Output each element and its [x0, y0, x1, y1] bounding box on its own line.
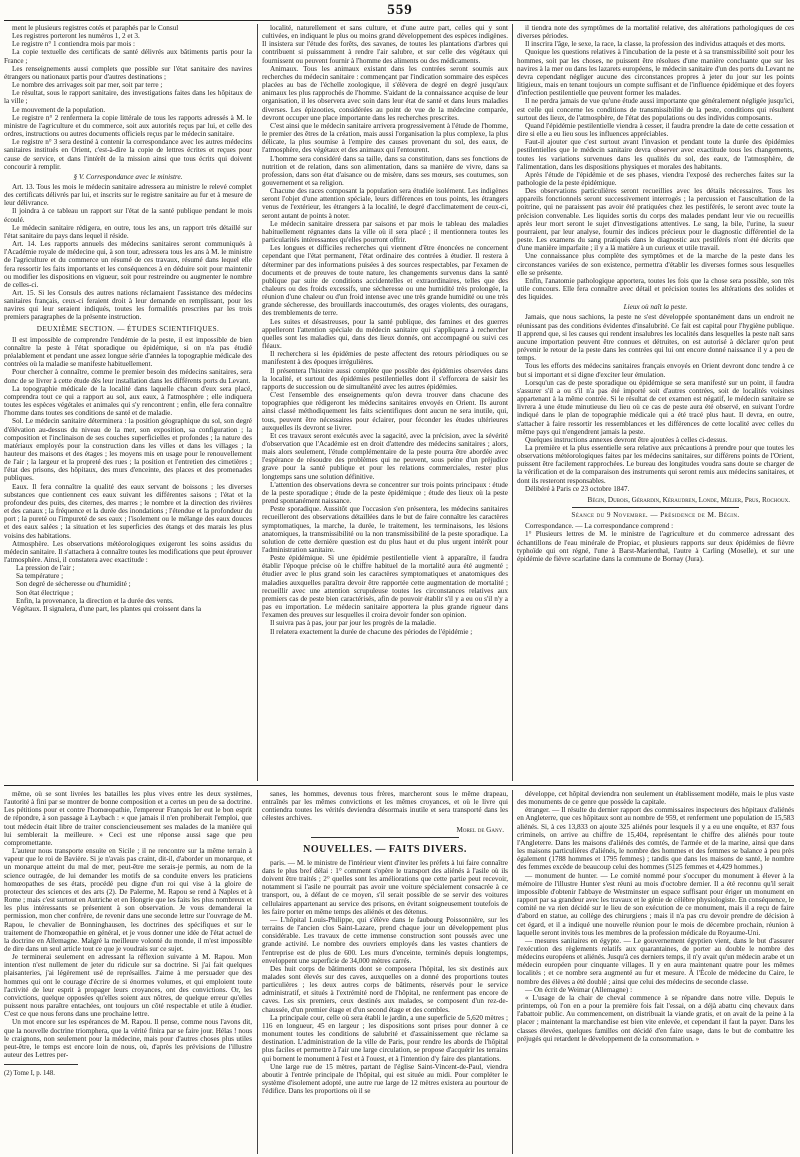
- paragraph: Quelques instructions annexes devront être ajoutées à celles ci-dessus.: [525, 435, 728, 444]
- paragraph: Eaux. Il fera connaître la qualité des eaux servant de boissons ; les diverses substances que contiennent ces eaux suivant les différentes saisons ; l'état et la profondeur des puits, des citernes, des marres ; le nombre et la direction des rivières et des canaux ; la fréquence et la durée des inondations ; l'étendue et la profondeur du port ; la pureté ou l'impureté de ses eaux ; l'isolement ou le mélange des eaux douces et des eaux salées ; la situation et les superficies des étangs et des marais les plus voisins des habitations.: [4, 482, 252, 540]
- column-3: [517, 24, 794, 781]
- horizontal-divider: [4, 785, 794, 786]
- paragraph: étranger. — Il résulte du dernier rapport des commissaires inspecteurs des hôpitaux d'aliénés en Angleterre, que ces hôpitaux sont au nombre de 959, et renferment une population de 15,583 aliénés. Si, à ces 13,833 on ajoute 325 aliénés pour lesquels il y a eu une enquête, et 837 fous criminels, on arrive au chiffre de 15,404, représentant le chiffre des aliénés pour toute l'Angleterre. Dans les maisons d'aliénés des comtés, de l'armée et de la marine, ainsi que dans les maisons particulières d'aliénés, le nombre des hommes et des femmes se balance à peu près également (1788 hommes et 1795 femmes) ; tandis que dans les maisons de santé, le nombre des femmes excède de beaucoup celui des hommes (5125 femmes et 4,429 hommes.): [517, 806, 794, 872]
- column-4: [4, 790, 252, 1154]
- paragraph: Le résultat, sous le rapport sanitaire, des investigations faites dans les hôpitaux de la ville ;: [4, 89, 252, 106]
- paragraph: Le mouvement de la population.: [12, 105, 106, 114]
- paragraph: Correspondance. — La correspondance comprend :: [525, 522, 674, 531]
- paragraph: Le registre n° 1 contiendra mois par mois :: [12, 40, 136, 49]
- paragraph: Le registre n° 2 renfermera la copie littérale de tous les rapports adressés à M. le ministre de l'agriculture et du commerce, soit aux autorités reçus par lui, et celle des ordres, instructions ou autres documents officiels reçus par le médecin sanitaire.: [4, 113, 252, 139]
- paragraph: Tous les efforts des médecins sanitaires français envoyés en Orient devront donc tendre à ce but si important et si digne d'exciter leur émulation.: [517, 362, 794, 379]
- list-item: Enfin, la provenance, la direction et la durée des vents.: [16, 596, 174, 605]
- paragraph: Les renseignements aussi complets que possible sur l'état sanitaire des navires étrangers ou nationaux partis pour d'autres destinations ;: [4, 64, 252, 81]
- paragraph: Il joindra à ce tableau un rapport sur l'état de la santé publique pendant le mois écoulé.: [4, 207, 252, 224]
- paragraph: Art. 13. Tous les mois le médecin sanitaire adressera au ministre le relevé complet des certificats délivrés par lui, et inscrits sur le registre sanitaire au fur et à mesure de leur délivrance.: [4, 182, 252, 208]
- paragraph: L'attention des observations devra se concentrer sur trois points principaux : étude de la peste sporadique ; étude de la peste épidémique ; étude des lieux où la peste prend spontanément naissance.: [262, 480, 508, 506]
- paragraph: Art. 14. Les rapports annuels des médecins sanitaires seront communiqués à l'Académie royale de médecine qui, à son tour, adressera tous les ans à M. le ministre de l'agriculture et du commerce un résumé de ces travaux, résumé dans lequel elle fera ressortir les faits importants et les conséquences à en déduire soit pour maintenir ou modifier les dispositions en vigueur, soit pour restreindre ou augmenter le nombre de celles-ci.: [4, 240, 252, 289]
- paragraph: « L'usage de la chair de cheval commence à se répandre dans notre ville. Depuis le printemps, où l'on en a pour la première fois fait l'essai, on a déjà abattu cinq chevaux dans l'abattoir public. Au commencement, on distribuait la viande gratis, et on avait de la peine à la placer ; maintenant la marchandise est bien vite enlevée, et cependant il faut la payer. Dans les classes élevées, quelques familles ont décidé d'en faire usage, dans le but de combattre les préjugés qui retardent le développement de la consommation. »: [517, 993, 794, 1043]
- column-divider: [257, 790, 258, 1154]
- list-item: La pression de l'air ;: [16, 564, 75, 573]
- paragraph: Un mot encore sur les espérances de M. Rapou. Il pense, comme nous l'avons dit, que la nouvelle doctrine triomphera, que la vérité finira par se faire jour. Hélas ! nous le craignons, non seulement pour la médecine, mais pour d'autres choses plus utiles peut-être, le temps est encore loin de nous, où, d'après les prévisions de l'illustre auteur des Lettres per-: [4, 1018, 252, 1059]
- paragraph: il tiendra note des symptômes de la mortalité relative, des altérations pathologiques de ces diverses périodes.: [517, 24, 794, 41]
- paragraph: Animaux. Tous les animaux existant dans les contrées seront soumis aux recherches du médecin sanitaire : commençant par l'indication sommaire des espèces placées au bas de l'échelle zoologique, il s'élèvera de degré en degré jusqu'aux animaux les plus rapprochés de l'homme. S'aidant de la connaissance acquise de leur organisation, il les observera avec soin dans leur état de santé et dans leurs maladies diverses. Les épizooties, considérées au point de vue de la médecine comparée, devront occuper une place importante dans les recherches prescrites.: [262, 64, 508, 122]
- paragraph: Les suites et désastreuses, pour la santé publique, des famines et des guerres appelleront l'attention spéciale du médecin sanitaire qui s'appliquera à rechercher quelles sont les maladies qui, dans des lieux donnés, ont accompagné ou suivi ces fléaux.: [262, 317, 508, 351]
- section-heading: DEUXIÈME SECTION. — ÉTUDES SCIENTIFIQUES.: [36, 324, 220, 333]
- column-5: [262, 790, 508, 1154]
- paragraph: Enfin, l'anatomie pathologique apportera, toutes les fois que la chose sera possible, son très utile concours. Elle fera connaître avec détail et précision toutes les altérations des solides et des liquides.: [517, 276, 794, 302]
- paragraph: Il présentera l'histoire aussi complète que possible des épidémies observées dans la localité, et surtout des épidémies pestilentielles dont il s'efforcera de saisir les rapports de succession ou de simultanéité avec les autres épidémies.: [262, 366, 508, 391]
- list-item: Sa température ;: [16, 572, 64, 581]
- paragraph: Le médecin sanitaire rédigera, en outre, tous les ans, un rapport très détaillé sur l'état sanitaire du pays dans lequel il réside.: [4, 223, 252, 240]
- paragraph: même, où se sont livrées les batailles les plus vives entre les deux systèmes, l'autorité à fini par se montrer de bonne composition et a certes un peu de sa doctrine. Les pétitions pour et contre l'homœopathie, l'empereur François Ier eut le bon esprit de répondre, à son passage à Laybach : « que jamais il n'en prohiberait l'emploi, que tout médecin était libre de traiter consciencieusement ses malades de la manière qui lui semblerait la meilleure. » Ceci est une réponse aussi sage que peu compromettante.: [4, 790, 252, 847]
- header-rule: [4, 20, 794, 21]
- column-divider: [512, 790, 513, 1154]
- paragraph: Peste épidémique. Si une épidémie pestilentielle vient à apparaître, il faudra établir l'époque précise où le chiffre habituel de la mortalité aura été augmenté ; étudier avec le plus grand soin les caractères symptomatiques et anatomiques des maladies auxquelles paraîtra devoir être rapportée cette augmentation de mortalité ; recueillir avec une attention scrupuleuse toutes les circonstances relatives aux premiers cas de peste bien caractérisés, afin de pouvoir établir s'il y a eu ou s'il n'y a pas eu importation. Le médecin sanitaire apportera la plus grande rigueur dans l'examen des preuves sur lesquelles il croira devoir fonder son opinion.: [262, 554, 508, 620]
- column-1: [4, 24, 252, 781]
- list-item: Son état électrique ;: [16, 588, 74, 597]
- footnote-rule: [4, 1064, 78, 1065]
- paragraph: ment le plusieurs registres cotés et paraphés par le Consul: [12, 24, 179, 32]
- paragraph: Les longues et difficiles recherches qui viennent d'être énoncées ne concernent cependant que l'état permanent, l'état ordinaire des contrées à étudier. Il restera à déterminer par des informations puisées à des sources respectables, par l'examen de documents et de preuves de toute nature, les changements survenus dans la santé publique par suite de conditions accidentelles et extraordinaires, telles que des chaleurs ou des froids excessifs, une sécheresse ou une humidité très prolongée, la réunion d'une chaleur ou d'un froid intense avec une très grande humidité ou une très grande sécheresse, des brouillards inaccoutumés, des orages violents, des ouragans, des tremblements de terre.: [262, 244, 508, 318]
- section-heading: Lieux où naît la peste.: [623, 303, 688, 312]
- paragraph: Le médecin sanitaire dressera par saisons et par mois le tableau des maladies habituellement régnantes dans la ville où il sera placé ; il mentionnera toutes les particularités intéressantes qu'elles pourront offrir.: [262, 219, 508, 245]
- session-heading: Séance du 9 Novembre. — Présidence de M. Bégin.: [571, 511, 740, 520]
- paragraph: Il inscrira l'âge, le sexe, la race, la classe, la profession des individus attaqués et des morts.: [525, 40, 786, 49]
- paragraph: C'est l'ensemble des enseignements qu'on devra trouver dans chacune des topographies que rédigeront les médecins sanitaires envoyés en Orient. Ils auront ainsi classé méthodiquement les faits scientifiques dont aucun ne sera inutile, qui, tous, peuvent être nécessaires pour éclairer, pour féconder les études ultérieures auxquelles ils devront se livrer.: [262, 391, 508, 432]
- footnote: (2) Tome I, p. 148.: [4, 1070, 55, 1078]
- page-number: 559: [387, 2, 413, 18]
- list-item: Son degré de sécheresse ou d'humidité ;: [16, 580, 131, 589]
- paragraph: Des huit corps de bâtiments dont se composera l'hôpital, les six destinés aux malades sont élevés sur des caves, auxquelles on a donné des proportions toutes particulières ; les deux autres corps de bâtiments, réservés pour le service administratif, et situés à l'extrémité nord de l'hôpital, ne renferment pas encore de caves. Les six premiers, ceux destinés aux malades, se composent d'un rez-de-chaussée, d'un premier étage et d'un second étage et des combles.: [262, 964, 508, 1014]
- paragraph: Je terminerai seulement en adressant la réflexion suivante à M. Rapou. Mon intention n'est nullement de jeter du ridicule sur sa doctrine. Si j'ai fait quelques plaisanteries, j'ai légèrement usé de représailles. J'aime à me persuader que des hommes qui ont le courage d'écrire de si énormes volumes, et qui emploient toute l'activité de leur esprit à propager leurs croyances, ont des convictions. Or, les convictions, quelque opposées qu'elles soient aux nôtres, de quelque erreur qu'elles puissent nous paraître entachées, ont toujours un côté respectable et utile à étudier. C'est ce que nous ferons dans une prochaine lettre.: [4, 953, 252, 1019]
- paragraph: développe, cet hôpital deviendra non seulement un établissement modèle, mais le plus vaste des monuments de ce genre que possède la capitale.: [517, 790, 794, 807]
- paragraph: Atmosphère. Les observations météorologiques exigeront les soins assidus du médecin sanitaire. Il s'attachera à connaître toutes les modifications que peut éprouver l'atmosphère. Ainsi, il constatera avec exactitude :: [4, 539, 252, 564]
- paragraph: Pour chercher à connaître, comme le premier besoin des médecins sanitaires, sera donc de se livrer à cette étude dès leur installation dans les différents ports du Levant.: [4, 368, 252, 385]
- paragraph: Peste sporadique. Aussitôt que l'occasion s'en présentera, les médecins sanitaires recueilleront des observations détaillées dans le but de faire connaître les caractères symptomatiques, la marche, la durée, le traitement, les terminaisons, les lésions anatomiques, la transmissibilité ou la non transmissibilité de la peste sporadique. La solution de cette dernière question est du plus haut et du plus urgent intérêt pour l'administration sanitaire.: [262, 505, 508, 554]
- column-divider: [257, 24, 258, 781]
- paragraph: Lorsqu'un cas de peste sporadique ou épidémique se sera manifesté sur un point, il faudra s'assurer s'il a ou s'il n'a pas été importé soit d'autres contrées, soit de localités voisines appartenant à la même contrée. Si le résultat de cet examen est négatif, le médecin sanitaire se livrera à une étude minutieuse du lieu où ce cas de peste aura été observé, en suivant l'ordre indiqué dans le plan de topographie médicale qui a été tracé plus haut. Il devra, en outre, s'attacher à faire ressortir les ressemblances et les différences de cette localité avec celles du même pays qui n'engendrent jamais la peste.: [517, 378, 794, 436]
- paragraph: Art. 15. Si les Consuls des autres nations réclamaient l'assistance des médecins sanitaires français, ceux-ci feraient droit à leur demande en remplissant, pour les navires qui leur seraient indiqués, toutes les formalités prescrites par les trois premiers paragraphes de la présente instruction.: [4, 289, 252, 322]
- paragraph: — L'hôpital Louis-Philippe, qui s'élève dans le faubourg Poissonnière, sur les terrains de l'ancien clos Saint-Lazare, prend chaque jour un développement plus considérable. Les travaux de cette immense construction sont poussés avec une grande activité. Le nombre des ouvriers employés dans les vastes chantiers de l'entreprise est de plus de 600. Les murs d'enceinte, terminés depuis longtemps, enveloppent une superficie de 34,000 mètres carrés.: [262, 915, 508, 965]
- paragraph: Des observations particulières seront recueillies avec les détails nécessaires. Tous les appareils fonctionnels seront successivement interrogés ; la percussion et l'auscultation de la poitrine, qui ne paraissent pas avoir été pratiquées chez les pestiférés, le seront avec toute la précision convenable. Les liquides sortis du corps des malades pendant leur vie ou recueillis après leur mort seront le sujet d'investigations attentives. Le sang, la bile, l'urine, la sueur pourraient, par leur analyse, fournir des indices précieux pour le diagnostic différentiel de la peste. Les examens du sang pratiqués dans le diagnostic aux pestiférés n'ont été décrits que d'une manière imparfaite ; il y a là matière à un curieux et utile travail.: [517, 187, 794, 253]
- paragraph: Après l'étude de l'épidémie et de ses phases, viendra l'exposé des recherches faites sur la pathologie de la peste épidémique.: [517, 170, 794, 187]
- paragraph: Chacune des races composant la population sera étudiée isolément. Les indigènes seront l'objet d'une attention spéciale, leurs différences en tous points, les étrangers venus de l'extérieur, les étrangers à la localité, le degré d'acclimatement de ceux-ci, seront autant de points à noter.: [262, 187, 508, 220]
- paragraph: — monument de hunter. — Le comité nommé pour s'occuper du monument à élever à la mémoire de l'illustre Hunter s'est réuni au mois d'octobre dernier. Il a été reconnu qu'il serait impossible d'obtenir l'abbaye de Westminster un espace suffisant pour ériger un monument en rapport par sa grandeur avec les travaux et le génie de célèbre physiologiste. En conséquence, le comité ne va rien décidé sur le lieu de son exécution de ce monument, mais il a reçu de faire d'abord en statue, au collège des chirurgiens ; mais il n'a pas cru devoir prendre de décision à cet égard, et il a indiqué une nouvelle réunion pour le mois de décembre prochain, réunion à laquelle seront invités tous les membres de la profession médicale du Royaume-Uni.: [517, 871, 794, 937]
- paragraph: Il relatera exactement la durée de chacune des périodes de l'épidémie ;: [270, 627, 473, 636]
- rule: [572, 507, 738, 508]
- paragraph: localité, naturellement et sans culture, et d'une autre part, celles qui y sont cultivées, en indiquant le plus ou moins grand développement des espèces indigènes. Il insistera sur l'étude des forêts, des savanes, de toutes les plantations d'arbres qui contribuent si puissamment à rendre l'air salubre, et sur celle des végétaux qui fournissent ou peuvent fournir à l'homme des aliments ou des médicaments.: [262, 24, 508, 65]
- paragraph: — On écrit de Weimar (Allemagne) :: [525, 985, 633, 994]
- paragraph: Il ne perdra jamais de vue qu'une étude aussi importante que généralement négligée jusqu'ici, est celle qui concerne les conditions de transmissibilité de la peste, conditions qui résultent surtout des lieux, de l'atmosphère, de l'état des populations ou des individus composants.: [517, 97, 794, 122]
- paragraph: Une large rue de 15 mètres, partant de l'église Saint-Vincent-de-Paul, viendra aboutir à l'entrée principale de l'hôpital, qui est située au midi. Pour compléter le système d'isolement adopté, une autre rue large de 12 mètres existera au pourtour de l'édifice. Dans les proportions où il se: [262, 1062, 508, 1096]
- paragraph: — mesures sanitaires en égypte. — Le gouvernement égyptien vient, dans le but d'assurer l'exécution des règlements relatifs aux quarantaines, de porter au double le nombre des médecins européens et aliénés. Jusqu'à ces derniers temps, il n'y avait qu'un médecin arabe et un médecin européen pour cinquante villages. Il y en aura maintenant quatre pour les mêmes localités ; et ce nombre sera augmenté au fur et mesure. À l'École de médecine du Caire, le nombre des élèves a été doublé ; ainsi que celui des médecins de seconde classe.: [517, 936, 794, 986]
- paragraph: Quand l'épidémie pestilentielle viendra à cesser, il faudra prendre la date de cette cessation et dire si elle a eu lieu sous les influences appréciables.: [517, 121, 794, 139]
- paragraph: Délibéré à Paris ce 23 octobre 1847.: [525, 484, 630, 493]
- paragraph: La principale cour, celle où sera établi le jardin, a une superficie de 5,620 mètres ; 116 en longueur, 45 en largeur ; les dispositions sont prises pour donner à ce monument toutes les conditions de salubrité et d'assainissement que réclame sa destination. L'administration de la ville de Paris, pour rendre les abords de l'hôpital plus faciles et permettre à l'air une large circulation, se propose d'acquérir les terrains qui bornent le monument à l'est et à l'ouest, et à l'intention d'y faire des plantations.: [262, 1013, 508, 1063]
- column-6: [517, 790, 794, 1154]
- paragraph: L'homme sera considéré dans sa taille, dans sa constitution, dans ses fonctions de nutrition et de relation, dans son alimentation, dans sa manière de vivre, dans sa profession, dans son état d'aisance ou de misère, dans ses mœurs, ses coutumes, son gouvernement et sa religion.: [262, 154, 508, 187]
- paragraph: Les registres porteront les numéros 1, 2 et 3.: [12, 32, 140, 41]
- paragraph: L'auteur nous transporte ensuite en Sicile ; il ne rencontre sur la même terrain à vapeur que le roi de Bavière. Si je n'avais pas craint, dit-il, d'aborder un monarque, et un monarque atteint du mal de mer, peut-être me serais-je permis, au nom de la science outragée, de lui demander les motifs de sa conduite envers les praticiens homœopathes de ses états, procédé peu digne d'un roi qui vise à la gloire de protecteur des sciences et des arts (2). De Palerme, M. Rapou se rend à Naples et à Rome ; mais c'est surtout en Autriche et en Hongrie que les faits les plus nombreux et les plus intéressants se présentent à son observation. Je vous demanderai la permission, mon cher confrère, de revenir dans une seconde lettre sur l'ouvrage de M. Rapou, le chevalier de Bonninghausen, les doctrines des spécifiques et sur le traitement de l'homœopathie en général, et je vous donner une idée de l'état actuel de la doctrine en Allemagne. Malgré la meilleure volonté du monde, il m'est impossible de dire dans un seul article tout ce que je voudrais sur ce sujet.: [4, 847, 252, 953]
- paragraph: Il est impossible de comprendre l'endémie de la peste, il est impossible de bien connaître la peste à l'état sporadique ou épidémique, si on n'a pas étudié préalablement et pendant une assez longue série d'années la topographie médicale des contrées où la maladie se manifeste habituellement.: [4, 335, 252, 369]
- paragraph: sanes, les hommes, devenus tous frères, marcheront sous le même drapeau, entraînés par les mêmes convictions et les mêmes croyances, et où le livre qui contiendra toutes les vérités deviendra désormais inutile et sera transporté dans les célestes archives.: [262, 790, 508, 823]
- paragraph: La topographie médicale de la localité dans laquelle chacun d'eux sera placé, comprendra tout ce qui a rapport au sol, aux eaux, à l'atmosphère ; elle indiquera toutes les espèces végétales et animales qui s'y rencontrent ; enfin, elle fera connaître l'homme dans toutes ses conditions de santé et de maladie.: [4, 384, 252, 418]
- column-2: [262, 24, 508, 781]
- paragraph: Jamais, que nous sachions, la peste ne s'est développée spontanément dans un endroit ne réunissant pas des conditions évidentes d'insalubrité. Ce fait est capital pour l'hygiène publique. Il apprend que, si les causes qui rendent insalubres les localités dans lesquelles la peste naît sans aucune importation peuvent être connues et détruites, on est autorisé à déclarer qu'on peut prévenir le retour de la peste dans les contrées qui lui ont encore donné naissance il y a peu de temps.: [517, 313, 794, 363]
- paragraph: 1° Plusieurs lettres de M. le ministre de l'agriculture et du commerce adressant des échantillons de l'eau minérale de Propiac, et plusieurs rapports sur deux épidémies de fièvre typhoïde qui ont régné, l'une à Barst-Marienthal, l'autre à Carling (Moselle), et sur une épidémie de fièvre scarlatine dans la commune de Bornay (Jura).: [517, 530, 794, 563]
- paragraph: Une connaissance plus complète des symptômes et de la marche de la peste dans les circonstances variées de son existence, permettra d'établir les diverses formes sous lesquelles elle se présente.: [517, 252, 794, 277]
- column-divider: [512, 24, 513, 781]
- paragraph: La copie textuelle des certificats de santé délivrés aux bâtiments partis pour la France ;: [4, 48, 252, 65]
- section-heading: § V. Correspondance avec le ministre.: [73, 172, 183, 181]
- signatories: Bégin, Dubois, Gérardin, Kéraudren, Londe, Mélier, Prus, Rochoux.: [587, 495, 790, 504]
- paragraph: Et ces travaux seront exécutés avec la sagacité, avec la précision, avec la sévérité d'observation que l'Académie est en droit d'attendre des médecins sanitaires ; alors, mais alors seulement, l'étude complémentaire de la peste pourra être abordée avec l'espérance de résoudre des problèmes qui ne peuvent, sous peine d'un préjudice grave pour la santé publique et pour les relations commerciales, rester plus longtemps sans une solution définitive.: [262, 431, 508, 481]
- paragraph: La première et la plus essentielle sera relative aux précautions à prendre pour que toutes les observations météorologiques faites par les médecins sanitaires, sur différens points de l'Orient, puissent être facilement rapprochées. Le bureau des longitudes voudra sans doute se charger de la vérification et de la comparaison des instruments qui seront remis aux médecins sanitaires, et dont ils resteront responsables.: [517, 443, 794, 485]
- paragraph: Il suivra pas à pas, jour par jour les progrès de la maladie.: [270, 619, 437, 628]
- paragraph: Le nombre des arrivages soit par mer, soit par terre ;: [12, 81, 163, 90]
- paragraph: Quoique les questions relatives à l'incubation de la peste et à sa transmissibilité soit pour les hommes, soit par les choses, ne puissent être résolues d'une manière concluante que sur les navires à la mer ou dans les lazarets européens, le médecin sanitaire d'un des ports du Levant ne devra cependant négliger aucune des circonstances propres à jeter du jour sur les points litigieux, mais en tenant toujours un compte suffisant et de l'influence épidémique et des foyers d'infection pestilentielle que peuvent former les malades.: [517, 48, 794, 98]
- rule: [311, 837, 459, 838]
- paragraph: Le registre n° 3 sera destiné à contenir la correspondance avec les autres médecins sanitaires institués en Orient, c'est-à-dire la copie de lettres écrites et reçues pour cause de service, et dans l'intérêt de la mission ainsi que tous écrits qui doivent concourir à remplir.: [4, 138, 252, 171]
- paragraph: C'est ainsi que le médecin sanitaire arrivera progressivement à l'étude de l'homme, le premier des êtres de la création, mais aussi l'organisation la plus complexe, la plus délicate, la plus soumise à l'empire des causes provenant du sol, des eaux, de l'atmosphère, des végétaux et des animaux qui l'entourent.: [262, 121, 508, 155]
- paragraph: paris. — M. le ministre de l'intérieur vient d'inviter les préfets à lui faire connaître dans le plus bref délai : 1° comment s'opère le transport des aliénés à l'asile où ils doivent être traités ; 2° quelles sont les améliorations que cette partie peut recevoir, notamment si l'asile ne pourrait pas avoir une voiture spécialement consacrée à ce transport, ou, à défaut de ce moyen, s'il serait possible de se servir des voitures cellulaires appartenant au service des prisons, en évitant soigneusement toutefois de les faire porter en même temps des aliénés et des détenus.: [262, 858, 508, 916]
- paragraph: Faut-il ajouter que c'est surtout avant l'invasion et pendant toute la durée des épidémies pestilentielles que le médecin sanitaire devra observer avec exactitude tous les changements, toutes les variations survenues dans les qualités du sol, des eaux, de l'atmosphère, de l'alimentation, dans les dispositions physiques et morales des habitants.: [517, 138, 794, 171]
- paragraph: Sol. Le médecin sanitaire déterminera : la position géographique du sol, son degré d'élévation au-dessus du niveau de la mer, son exposition, sa configuration ; la composition et l'inclinaison de ses couches superficielles et profondes ; la nature des matériaux employés pour la construction dans les villes et dans les villages ; la hauteur des maisons et des étages ; les moyens mis en usage pour le renouvellement de l'air ; la largeur et la propreté des rues ; la position et l'entretien des cimetières ; l'état des prisons, des hôpitaux, des murs d'enceinte, des places et des promenades publiques.: [4, 417, 252, 483]
- news-title: NOUVELLES. — FAITS DIVERS.: [303, 843, 467, 855]
- paragraph: Il recherchera si les épidémies de peste affectent des retours périodiques ou se manifestent à des époques irrégulières.: [262, 350, 508, 367]
- author-signature: Morel de Gany.: [456, 825, 504, 834]
- paragraph: Végétaux. Il signalera, d'une part, les plantes qui croissent dans la: [12, 604, 202, 613]
